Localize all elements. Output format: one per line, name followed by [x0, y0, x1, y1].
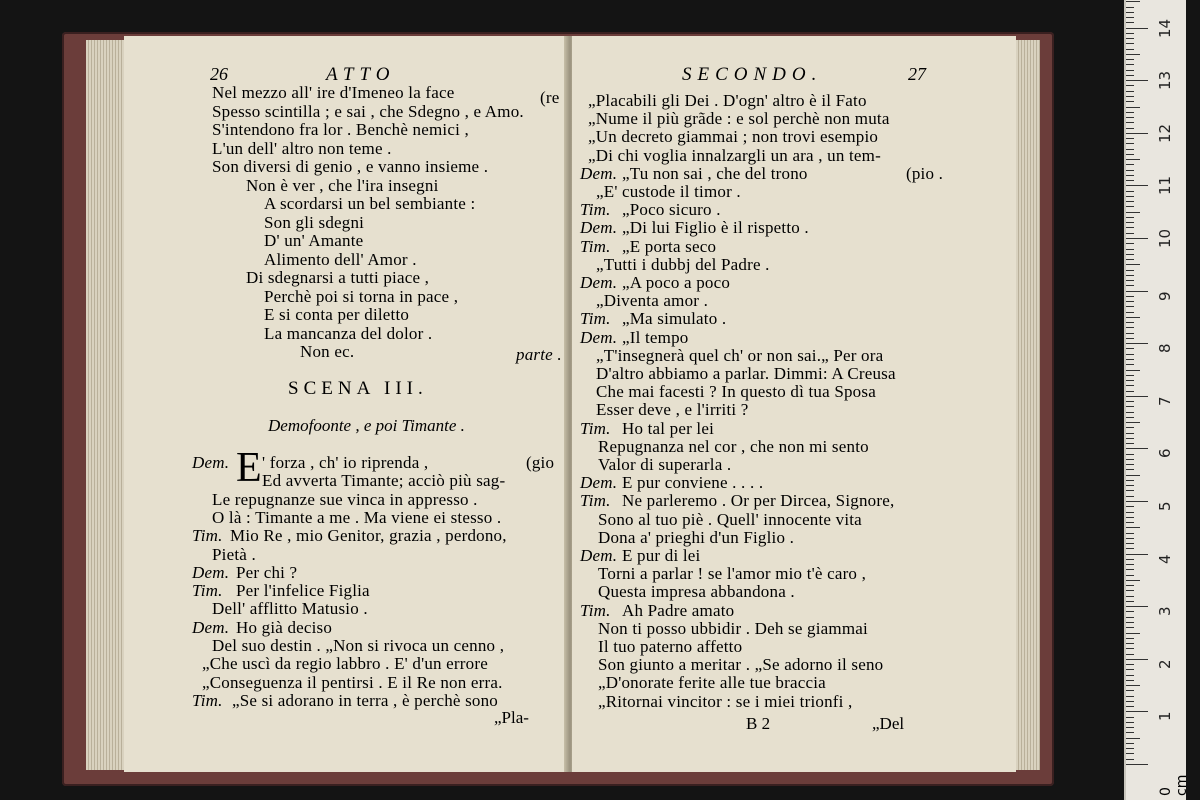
ruler-tick [1126, 227, 1134, 228]
page-edges-left [86, 40, 126, 770]
ruler-tick [1126, 122, 1134, 123]
ruler-tick [1126, 91, 1134, 92]
ruler-tick [1126, 538, 1134, 539]
dialogue-line: Ho già deciso [236, 617, 333, 637]
ruler-tick [1126, 585, 1134, 586]
dialogue-line: Valor di superarla . [598, 455, 732, 474]
dialogue-line: „Ma simulato . [622, 309, 727, 329]
ruler-tick [1126, 753, 1134, 754]
ruler-tick [1126, 101, 1134, 102]
ruler-tick [1126, 75, 1134, 76]
ruler-tick [1126, 627, 1134, 628]
verse-line: Perchè poi si torna in pace , [264, 286, 459, 306]
ruler-tick [1126, 322, 1134, 323]
scene-characters: Demofoonte , e poi Timante . [268, 416, 465, 435]
ruler-tick [1126, 706, 1134, 707]
ruler-tick [1126, 696, 1134, 697]
ruler-tick [1126, 454, 1134, 455]
ruler-tick [1126, 611, 1134, 612]
speaker-label: Tim. [580, 491, 611, 511]
ruler-tick [1126, 517, 1134, 518]
left-catchword: „Pla- [494, 708, 529, 727]
parte-direction: parte . [516, 345, 562, 364]
ruler-tick [1126, 175, 1134, 176]
ruler-tick [1126, 617, 1134, 618]
measuring-ruler [1124, 0, 1190, 800]
ruler-tick [1126, 333, 1134, 334]
dialogue-line: Mio Re , mio Genitor, grazia , perdono, [230, 526, 507, 546]
speaker-label: Dem. [192, 453, 230, 472]
ruler-tick [1126, 22, 1134, 23]
dialogue-line: „Se si adorano in terra , è perchè sono [232, 690, 499, 710]
ruler-tick [1126, 564, 1134, 565]
dialogue-line: „Di lui Figlio è il rispetto . [622, 218, 809, 238]
ruler-number: 13 [1156, 71, 1174, 91]
ruler-tick [1126, 722, 1134, 723]
ruler-tick [1126, 433, 1134, 434]
ruler-tick [1126, 254, 1134, 255]
ruler-tick [1126, 717, 1134, 718]
verse-line: Di sdegnarsi a tutti piace , [246, 268, 430, 287]
dialogue-line: Per chi ? [236, 562, 298, 582]
ruler-tick [1126, 49, 1134, 50]
ruler-tick [1126, 359, 1134, 360]
ruler-tick [1126, 164, 1134, 165]
speaker-label: Tim. [192, 526, 223, 546]
ruler-tick [1126, 701, 1134, 702]
verse-line: D' un' Amante [264, 231, 364, 250]
dialogue-line: „E' custode il timor . [596, 182, 741, 201]
ruler-tick [1126, 64, 1134, 65]
ruler-tick [1126, 490, 1134, 491]
ruler-tick [1126, 112, 1134, 113]
ruler-tick [1126, 191, 1134, 192]
ruler-tick [1126, 638, 1134, 639]
ruler-tick [1126, 7, 1134, 8]
ruler-tick [1126, 406, 1134, 407]
dialogue-line: Ne parleremo . Or per Dircea, Signore, [622, 491, 895, 511]
dialogue-line: Esser deve , e l'irriti ? [596, 400, 749, 420]
ruler-tick [1126, 96, 1134, 97]
ruler-tick [1126, 480, 1134, 481]
dialogue-line: „Di chi voglia innalzargli un ara , un tem- [588, 145, 881, 165]
ruler-tick [1126, 185, 1148, 186]
ruler-tick [1126, 633, 1140, 634]
right-running-head: SECONDO. [682, 64, 823, 85]
ruler-number: 9 [1156, 291, 1174, 301]
ruler-tick [1126, 249, 1134, 250]
verse-line: Son diversi di genio , e vanno insieme . [212, 157, 489, 176]
ruler-tick [1126, 170, 1134, 171]
dialogue-line: O là : Timante a me . Ma viene ei stesso . [212, 507, 502, 527]
ruler-tick [1126, 343, 1148, 344]
verse-line: Alimento dell' Amor . [264, 249, 417, 269]
ruler-tick [1126, 501, 1148, 502]
ruler-tick [1126, 512, 1134, 513]
ruler-tick [1126, 370, 1140, 371]
ruler-tick [1126, 33, 1134, 34]
dialogue-line: E pur di lei [622, 546, 701, 565]
ruler-tick [1126, 212, 1140, 213]
ruler-tick [1126, 159, 1140, 160]
ruler-tick [1126, 601, 1134, 602]
ruler-tick [1126, 28, 1148, 29]
ruler-tick [1126, 128, 1134, 129]
ruler-tick [1126, 59, 1134, 60]
ruler-tick [1126, 748, 1134, 749]
verse-line: La mancanza del dolor . [264, 323, 433, 343]
speaker-label: Tim. [580, 418, 611, 438]
ruler-tick [1126, 280, 1134, 281]
ruler-number: 1 [1156, 711, 1174, 722]
dialogue-line: Del suo destin . „Non si rivoca un cenno , [212, 636, 505, 655]
ruler-tick [1126, 559, 1134, 560]
verse-line: L'un dell' altro non teme . [212, 138, 392, 158]
ruler-tick [1126, 233, 1134, 234]
ruler-tick [1126, 580, 1140, 581]
speaker-label: Dem. [580, 546, 618, 565]
verse-line: A scordarsi un bel sembiante : [264, 194, 476, 213]
dialogue-line: Le repugnanze sue vinca in appresso . [212, 489, 478, 509]
verse-line: Son gli sdegni [264, 212, 365, 232]
dialogue-line: Ed avverta Timante; acciò più sag- [262, 471, 506, 491]
ruler-tick [1126, 12, 1134, 13]
dialogue-line: „Tu non sai , che del trono [622, 163, 808, 183]
ruler-number: 4 [1156, 554, 1174, 564]
ruler-tick [1126, 117, 1134, 118]
ruler-tick [1126, 438, 1134, 439]
ruler-tick [1126, 54, 1140, 55]
ruler-tick [1126, 764, 1148, 765]
speaker-label: Tim. [580, 236, 611, 256]
speaker-label: Dem. [580, 473, 618, 493]
speaker-label: Tim. [192, 581, 223, 601]
dialogue-line: „Poco sicuro . [622, 200, 721, 220]
overflow-re: (re [540, 88, 560, 107]
ruler-tick [1126, 70, 1134, 71]
dialogue-line: D'altro abbiamo a parlar. Dimmi: A Creusa [596, 364, 896, 383]
dialogue-line: „Diventa amor . [596, 291, 709, 311]
verse-line: S'intendono fra lor . Benchè nemici , [212, 120, 469, 139]
ruler-tick [1126, 264, 1140, 265]
dialogue-line: Il tuo paterno affetto [598, 637, 743, 656]
ruler-tick [1126, 385, 1134, 386]
ruler-tick [1126, 401, 1134, 402]
ruler-tick [1126, 317, 1140, 318]
ruler-tick [1126, 732, 1134, 733]
ruler-tick [1126, 196, 1134, 197]
ruler-tick [1126, 759, 1134, 760]
verse-line: Spesso scintilla ; e sai , che Sdegno , e Amo. [212, 101, 524, 121]
speaker-label: Dem. [580, 327, 618, 347]
ruler-tick [1126, 391, 1134, 392]
ruler-tick [1126, 569, 1134, 570]
dialogue-line: Son giunto a meritar . „Se adorno il seno [598, 655, 884, 675]
verse-line: Nel mezzo all' ire d'Imeneo la face [212, 83, 455, 102]
ruler-tick [1126, 669, 1134, 670]
ruler-tick [1126, 448, 1148, 449]
dialogue-line: „Ritornai vincitor : se i miei trionfi , [598, 691, 853, 711]
ruler-number: 10 [1156, 228, 1174, 248]
dialogue-line: „Un decreto giammai ; non trovi esempio [588, 127, 879, 147]
ruler-tick [1126, 270, 1134, 271]
ruler-tick [1126, 575, 1134, 576]
ruler-number: 12 [1156, 123, 1174, 143]
ruler-tick [1126, 743, 1134, 744]
dialogue-line: „T'insegnerà quel ch' or non sai.„ Per ora [596, 345, 884, 365]
ruler-tick [1126, 643, 1134, 644]
speaker-label: Dem. [580, 218, 618, 238]
dialogue-line: Pietà . [212, 544, 256, 564]
ruler-tick [1126, 648, 1134, 649]
dialogue-line: Non ti posso ubbidir . Deh se giammai [598, 618, 868, 638]
ruler-tick [1126, 469, 1134, 470]
left-running-head: ATTO [326, 64, 396, 85]
dialogue-line: Dona a' prieghi d'un Figlio . [598, 527, 795, 547]
dialogue-line: ' forza , ch' io riprenda , [262, 453, 429, 472]
ruler-tick [1126, 201, 1134, 202]
ruler-number: 6 [1156, 448, 1174, 459]
ruler-tick [1126, 154, 1134, 155]
dialogue-line: „D'onorate ferite alle tue braccia [598, 673, 826, 693]
verse-line: E si conta per diletto [264, 305, 410, 324]
ruler-tick [1126, 675, 1134, 676]
ruler-tick [1126, 180, 1134, 181]
overflow-tail: (pio . [906, 163, 944, 183]
dialogue-line: Repugnanza nel cor , che non mi sento [598, 436, 869, 456]
verse-line: Non ec. [300, 342, 355, 361]
ruler-tick [1126, 475, 1140, 476]
dialogue-line: Ho tal per lei [622, 418, 715, 438]
ruler-tick [1126, 522, 1134, 523]
speaker-label: Tim. [580, 200, 611, 220]
ruler-tick [1126, 422, 1140, 423]
dialogue-line: Questa impresa abbandona . [598, 582, 795, 602]
ruler-tick [1126, 590, 1134, 591]
ruler-tick [1126, 243, 1134, 244]
ruler-tick [1126, 275, 1134, 276]
ruler-tick [1126, 138, 1134, 139]
ruler-tick [1126, 301, 1134, 302]
ruler-tick [1126, 80, 1148, 81]
ruler-tick [1126, 238, 1148, 239]
dialogue-line: Che mai facesti ? In questo dì tua Sposa [596, 382, 876, 402]
speaker-label: Dem. [192, 562, 230, 582]
ruler-tick [1126, 291, 1148, 292]
ruler-tick [1126, 412, 1134, 413]
ruler-tick [1126, 206, 1134, 207]
overflow-tail: (gio [526, 453, 555, 472]
ruler-tick [1126, 312, 1134, 313]
dialogue-line: Dell' afflitto Matusio . [212, 599, 368, 619]
ruler-tick [1126, 727, 1134, 728]
speaker-label: Dem. [580, 273, 618, 292]
ruler-tick [1126, 596, 1134, 597]
ruler-tick [1126, 506, 1134, 507]
ruler-tick [1126, 133, 1148, 134]
ruler-tick [1126, 543, 1134, 544]
ruler-tick [1126, 711, 1148, 712]
ruler-tick [1126, 354, 1134, 355]
ruler-tick [1126, 107, 1140, 108]
right-page-number: 27 [908, 64, 926, 84]
ruler-tick [1126, 680, 1134, 681]
ruler-tick [1126, 685, 1140, 686]
ruler-tick [1126, 396, 1148, 397]
dialogue-line: „Il tempo [622, 327, 689, 347]
ruler-tick [1126, 443, 1134, 444]
ruler-tick [1126, 459, 1134, 460]
ruler-number: 5 [1156, 501, 1174, 511]
ruler-tick [1126, 464, 1134, 465]
ruler-tick [1126, 364, 1134, 365]
ruler-tick [1126, 427, 1134, 428]
ruler-tick [1126, 527, 1140, 528]
speaker-label: Tim. [192, 690, 223, 710]
verse-line: Non è ver , che l'ira insegni [246, 175, 439, 195]
ruler-tick [1126, 17, 1134, 18]
ruler-tick [1126, 664, 1134, 665]
signature-mark: B 2 [746, 714, 771, 733]
right-catchword: „Del [872, 714, 905, 733]
dialogue-line: „Nume il più grãde : e sol perchè non muta [588, 109, 890, 129]
dialogue-line: „Tutti i dubbj del Padre . [596, 254, 770, 274]
ruler-tick [1126, 285, 1134, 286]
left-page-number: 26 [210, 64, 228, 84]
ruler-tick [1126, 259, 1134, 260]
ruler-tick [1126, 1, 1140, 2]
ruler-tick [1126, 485, 1134, 486]
ruler-tick [1126, 738, 1140, 739]
ruler-tick [1126, 375, 1134, 376]
ruler-number: 8 [1156, 343, 1174, 354]
ruler-number: 14 [1156, 18, 1174, 38]
ruler-tick [1126, 417, 1134, 418]
ruler-tick [1126, 149, 1134, 150]
dialogue-line: Torni a parlar ! se l'amor mio t'è caro , [598, 564, 867, 584]
ruler-tick [1126, 85, 1134, 86]
ruler-number: 7 [1156, 396, 1174, 406]
dialogue-line: Sono al tuo piè . Quell' innocente vita [598, 509, 862, 529]
dialogue-line: E pur conviene . . . . [622, 473, 764, 493]
ruler-tick [1126, 659, 1148, 660]
ruler-tick [1126, 654, 1134, 655]
ruler-tick [1126, 554, 1148, 555]
ruler-tick [1126, 143, 1134, 144]
dialogue-line: „Conseguenza il pentirsi . E il Re non erra. [202, 672, 503, 692]
ruler-tick [1126, 338, 1134, 339]
scene-title: SCENA III. [288, 378, 428, 399]
dialogue-line: „Placabili gli Dei . D'ogn' altro è il Fato [588, 91, 867, 110]
ruler-tick [1126, 348, 1134, 349]
speaker-label: Tim. [580, 600, 611, 620]
ruler-tick [1126, 43, 1134, 44]
ruler-tick [1126, 217, 1134, 218]
ruler-tick [1126, 533, 1134, 534]
ruler-tick [1126, 380, 1134, 381]
ruler-tick [1126, 306, 1134, 307]
ruler-tick [1126, 222, 1134, 223]
ruler-tick [1126, 296, 1134, 297]
ruler-tick [1126, 38, 1134, 39]
ruler-tick [1126, 622, 1134, 623]
dialogue-line: Per l'infelice Figlia [236, 581, 370, 601]
speaker-label: Dem. [192, 617, 230, 637]
ruler-unit: 0 cm [1158, 774, 1190, 796]
ruler-tick [1126, 548, 1134, 549]
speaker-label: Dem. [580, 163, 618, 183]
dialogue-line: Ah Padre amato [622, 600, 735, 620]
dialogue-line: „E porta seco [622, 236, 717, 256]
dialogue-line: „Che uscì da regio labbro . E' d'un errore [202, 654, 488, 674]
speaker-label: Tim. [580, 309, 611, 329]
dialogue-line: „A poco a poco [622, 273, 731, 292]
ruler-tick [1126, 327, 1134, 328]
ruler-number: 3 [1156, 606, 1174, 617]
ruler-tick [1126, 690, 1134, 691]
ruler-number: 11 [1156, 176, 1174, 196]
ruler-number: 2 [1156, 659, 1174, 669]
ruler-tick [1126, 606, 1148, 607]
drop-cap: E [236, 445, 262, 491]
ruler-tick [1126, 496, 1134, 497]
